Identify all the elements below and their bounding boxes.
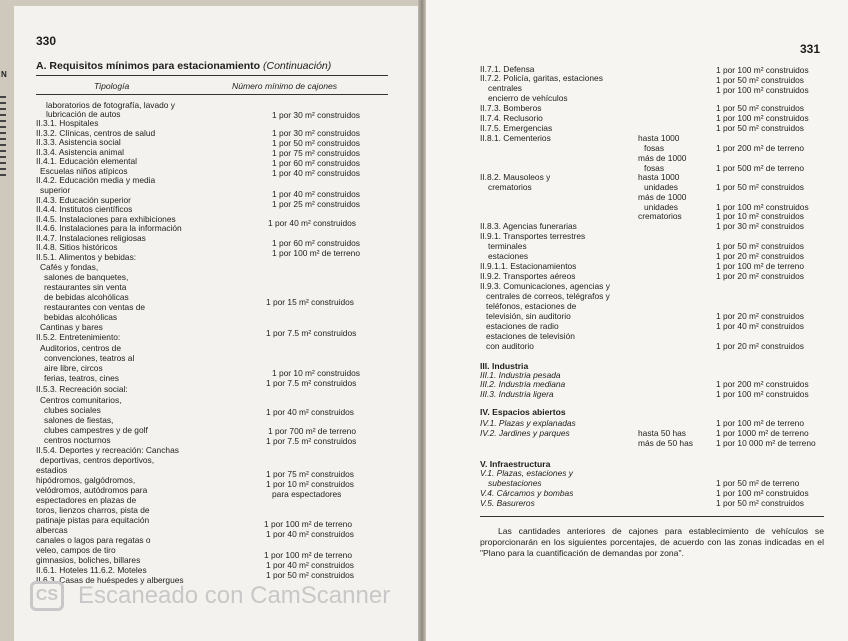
typology-row: gimnasios, boliches, billares (36, 555, 141, 565)
espacios-row: IV.1. Plazas y explanadas (480, 418, 576, 428)
condition-cell: hasta 1000 (638, 172, 680, 182)
column-header-numero: Número mínimo de cajones (232, 81, 338, 91)
typology-row: II.9.3. Comunicaciones, agencias y (480, 281, 610, 291)
section-heading-infraestructura: V. Infraestructura (480, 459, 551, 469)
count-cell: 1 por 20 m² construidos (716, 311, 804, 321)
count-cell: 1 por 100 m² construidos (716, 65, 809, 75)
typology-row: albercas (36, 525, 68, 535)
count-cell: 1 por 50 m² construidos (716, 241, 804, 251)
count-cell: 1 por 100 m² de terreno (264, 519, 352, 529)
typology-row: clubes sociales (44, 405, 101, 415)
count-cell: 1 por 40 m² construidos (272, 168, 360, 178)
infraestructura-row: V.5. Basureros (480, 498, 535, 508)
typology-row: centrales (488, 83, 522, 93)
typology-row: estaciones de televisión (486, 331, 575, 341)
condition-cell: unidades (644, 202, 678, 212)
espacios-condition: más de 50 has (638, 438, 693, 448)
count-cell: 1 por 60 m² construidos (272, 158, 360, 168)
typology-row: terminales (488, 241, 527, 251)
typology-row: aire libre, circos (44, 363, 103, 373)
typology-row: salones de fiestas, (44, 415, 114, 425)
count-cell: 1 por 50 m² construidos (266, 570, 354, 580)
condition-cell: más de 1000 (638, 153, 687, 163)
typology-row: laboratorios de fotografía, lavado y (46, 100, 175, 110)
count-cell: 1 por 25 m² construidos (272, 199, 360, 209)
typology-row: II.4.4. Institutos científicos (36, 204, 133, 214)
book-gutter (418, 0, 426, 641)
count-cell: 1 por 40 m² construidos (266, 560, 354, 570)
typology-row: II.9.1.1. Estacionamientos (480, 261, 577, 271)
typology-row: II.5.2. Entretenimiento: (36, 332, 121, 342)
count-cell: 1 por 40 m² construidos (266, 407, 354, 417)
typology-row: estadios (36, 465, 68, 475)
left-page-number: 330 (36, 34, 57, 48)
count-cell: 1 por 10 m² construidos (272, 368, 360, 378)
count-cell: 1 por 50 m² construidos (716, 182, 804, 192)
table-title-text: A. Requisitos mínimos para estacionamiento (36, 60, 261, 72)
infraestructura-row: subestaciones (488, 478, 542, 488)
closing-paragraph: Las cantidades anteriores de cajones para establecimiento de vehículos se proporcionarán en los siguientes porcentajes, de acuerdo con las zonas indicadas en el "Plano para la cuantificación de demandas por zona". (480, 526, 824, 558)
typology-row: II.6.3. Casas de huéspedes y albergues (36, 575, 184, 585)
typology-row: toros, lienzos charros, pista de (36, 505, 150, 515)
count-cell: para espectadores (272, 489, 342, 499)
typology-row: Centros comunitarios, (40, 395, 122, 405)
espacios-count: 1 por 100 m² de terreno (716, 418, 804, 428)
count-cell: 1 por 100 m² construidos (716, 202, 809, 212)
count-cell: 1 por 30 m² construidos (272, 110, 360, 120)
section-heading-espacios: IV. Espacios abiertos (480, 407, 566, 417)
typology-row: Escuelas niños atípicos (40, 166, 128, 176)
typology-row: estaciones de radio (486, 321, 559, 331)
column-header-tipologia: Tipología (94, 81, 130, 91)
industria-count: 1 por 100 m² construidos (716, 389, 809, 399)
typology-row: II.9.1. Transportes terrestres (480, 231, 586, 241)
typology-row: II.7.4. Reclusorio (480, 113, 543, 123)
typology-row: restaurantes sin venta (44, 282, 127, 292)
typology-row: Cafés y fondas, (40, 262, 99, 272)
typology-row: centros nocturnos (44, 435, 111, 445)
typology-row: restaurantes con ventas de (44, 302, 146, 312)
typology-row: teléfonos, estaciones de (486, 301, 577, 311)
typology-row: encierro de vehículos (488, 93, 568, 103)
section-heading-industria: III. Industria (480, 361, 529, 371)
infraestructura-row: V.1. Plazas, estaciones y (480, 468, 573, 478)
typology-row: con auditorio (486, 341, 534, 351)
count-cell: 1 por 100 m² construidos (716, 113, 809, 123)
typology-row: II.5.3. Recreación social: (36, 384, 128, 394)
watermark-text: Escaneado con CamScanner (78, 582, 391, 609)
camscanner-logo-icon: CS (30, 581, 64, 611)
header-rule-top (36, 75, 388, 76)
count-cell: 1 por 50 m² construidos (716, 123, 804, 133)
page-edge-mark: N (1, 70, 7, 79)
count-cell: 1 por 40 m² construidos (716, 321, 804, 331)
typology-row: II.7.2. Policía, garitas, estaciones (480, 73, 603, 83)
typology-row: convenciones, teatros al (44, 353, 135, 363)
typology-row: centrales de correos, telégrafos y (486, 291, 610, 301)
count-cell: 1 por 40 m² construidos (266, 529, 354, 539)
typology-row: II.3.2. Clínicas, centros de salud (36, 128, 156, 138)
header-rule-bottom (36, 94, 388, 95)
infraestructura-row: V.4. Cárcamos y bombas (480, 488, 574, 498)
espacios-condition: hasta 50 has (638, 428, 686, 438)
typology-row: espectadores en plazas de (36, 495, 137, 505)
condition-cell: fosas (644, 163, 665, 173)
table-title-suffix: (Continuación) (262, 60, 332, 72)
typology-row: crematorios (488, 182, 532, 192)
count-cell: 1 por 50 m² construidos (716, 75, 804, 85)
typology-row: II.4.6. Instalaciones para la información (36, 223, 182, 233)
typology-row: deportivas, centros deportivos, (40, 455, 155, 465)
count-cell: 1 por 75 m² construidos (266, 469, 354, 479)
count-cell: 1 por 10 m² construidos (716, 211, 804, 221)
typology-row: II.3.1. Hospitales (36, 118, 99, 128)
table-title (36, 60, 331, 72)
page-edge-bars (0, 96, 6, 176)
typology-row: canales o lagos para regatas o (36, 535, 151, 545)
typology-row: II.5.1. Alimentos y bebidas: (36, 252, 137, 262)
typology-row: II.9.2. Transportes aéreos (480, 271, 576, 281)
typology-row: Cantinas y bares (40, 322, 103, 332)
typology-row: hipódromos, galgódromos, (36, 475, 136, 485)
typology-row: II.4.3. Educación superior (36, 195, 131, 205)
count-cell: 1 por 50 m² construidos (716, 103, 804, 113)
condition-cell: unidades (644, 182, 678, 192)
count-cell: 1 por 30 m² construidos (272, 128, 360, 138)
count-cell: 1 por 60 m² construidos (272, 238, 360, 248)
count-cell: 1 por 100 m² de terreno (272, 248, 360, 258)
typology-row: II.3.3. Asistencia social (36, 137, 121, 147)
paragraph-rule (480, 516, 824, 517)
typology-row: II.8.3. Agencias funerarias (480, 221, 577, 231)
count-cell: 1 por 50 m² construidos (272, 138, 360, 148)
industria-row: III.1. Industria pesada (480, 370, 561, 380)
typology-row: II.7.1. Defensa (480, 64, 535, 74)
typology-row: II.6.1. Hoteles 11.6.2. Moteles (36, 565, 147, 575)
industria-count: 1 por 200 m² construidos (716, 379, 809, 389)
typology-row: II.4.7. Instalaciones religiosas (36, 233, 146, 243)
count-cell: 1 por 700 m² de terreno (268, 426, 356, 436)
typology-row: II.4.5. Instalaciones para exhibiciones (36, 214, 176, 224)
camscanner-watermark (30, 576, 390, 616)
infraestructura-count: 1 por 100 m² construidos (716, 488, 809, 498)
count-cell: 1 por 20 m² construidos (716, 271, 804, 281)
typology-row: de bebidas alcohólicas (44, 292, 129, 302)
count-cell: 1 por 20 m² construidos (716, 251, 804, 261)
count-cell: 1 por 100 m² construidos (716, 85, 809, 95)
industria-row: III.2. Industria mediana (480, 379, 566, 389)
count-cell: 1 por 200 m² de terreno (716, 143, 804, 153)
typology-row: II.7.5. Emergencias (480, 123, 553, 133)
typology-row: II.4.1. Educación elemental (36, 156, 138, 166)
count-cell: 1 por 7.5 m² construidos (266, 378, 357, 388)
typology-row: televisión, sin auditorio (486, 311, 571, 321)
count-cell: 1 por 7.5 m² construidos (266, 436, 357, 446)
condition-cell: crematorios (638, 211, 682, 221)
typology-row: clubes campestres y de golf (44, 425, 148, 435)
count-cell: 1 por 30 m² construidos (716, 221, 804, 231)
typology-row: superior (40, 185, 71, 195)
condition-cell: fosas (644, 143, 665, 153)
typology-row: II.3.4. Asistencia animal (36, 147, 124, 157)
typology-row: Auditorios, centros de (40, 343, 122, 353)
infraestructura-count: 1 por 50 m² construidos (716, 498, 804, 508)
condition-cell: más de 1000 (638, 192, 687, 202)
count-cell: 1 por 75 m² construidos (272, 148, 360, 158)
espacios-row: IV.2. Jardines y parques (480, 428, 570, 438)
typology-row: patinaje pistas para equitación (36, 515, 150, 525)
count-cell: 1 por 100 m² de terreno (716, 261, 804, 271)
typology-row: ferias, teatros, cines (44, 373, 119, 383)
typology-row: II.8.2. Mausoleos y (480, 172, 551, 182)
condition-cell: hasta 1000 (638, 133, 680, 143)
count-cell: 1 por 40 m² construidos (268, 218, 356, 228)
typology-row: lubricación de autos (46, 109, 121, 119)
espacios-count: 1 por 1000 m² de terreno (716, 428, 809, 438)
typology-row: II.4.2. Educación media y media (36, 175, 156, 185)
typology-row: II.5.4. Deportes y recreación: Canchas (36, 445, 179, 455)
typology-row: II.8.1. Cementerios (480, 133, 551, 143)
count-cell: 1 por 100 m² de terreno (264, 550, 352, 560)
count-cell: 1 por 40 m² construidos (272, 189, 360, 199)
typology-row: II.4.8. Sitios históricos (36, 242, 118, 252)
espacios-count: 1 por 10 000 m² de terreno (716, 438, 816, 448)
typology-row: estaciones (488, 251, 529, 261)
count-cell: 1 por 7.5 m² construidos (266, 328, 357, 338)
industria-row: III.3. Industria ligera (480, 389, 554, 399)
typology-row: salones de banquetes, (44, 272, 129, 282)
infraestructura-count: 1 por 50 m² de terreno (716, 478, 800, 488)
typology-row: velódromos, autódromos para (36, 485, 148, 495)
count-cell: 1 por 20 m² construidos (716, 341, 804, 351)
count-cell: 1 por 500 m² de terreno (716, 163, 804, 173)
count-cell: 1 por 10 m² construidos (266, 479, 354, 489)
typology-row: II.7.3. Bomberos (480, 103, 542, 113)
typology-row: bebidas alcohólicas (44, 312, 118, 322)
count-cell: 1 por 15 m² construidos (266, 297, 354, 307)
typology-row: veleo, campos de tiro (36, 545, 116, 555)
right-page-number: 331 (800, 42, 821, 56)
